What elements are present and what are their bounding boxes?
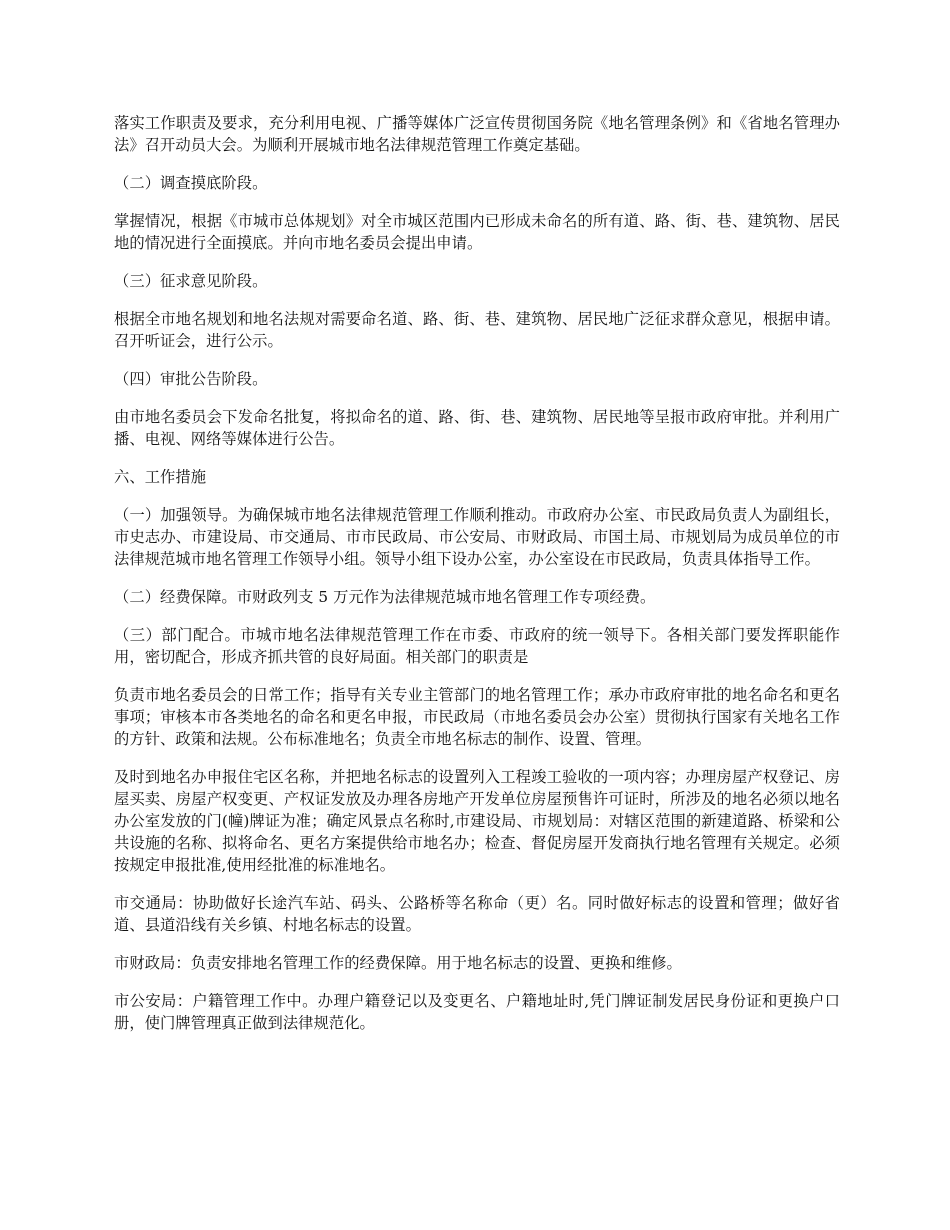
paragraph-civil-affairs-duties: 负责市地名委员会的日常工作；指导有关专业主管部门的地名管理工作；承办市政府审批的地名命名和更名事项；审核本市各类地名的命名和更名申报，市民政局（市地名委员会办公室）贯彻执行国家有关地名工作的方针、政策和法规。公布标准地名；负责全市地名标志的制作、设置、管理。 [114,686,840,748]
heading-work-measures: 六、工作措施 [114,468,207,486]
heading-survey-stage: （二）调查摸底阶段。 [114,174,268,192]
paragraph-funding: （二）经费保障。市财政列支 5 万元作为法律规范城市地名管理工作专项经费。 [114,588,656,606]
paragraph-leadership: （一）加强领导。为确保城市地名法律规范管理工作顺利推动。市政府办公室、市民政局负责人为副组长，市史志办、市建设局、市交通局、市市民政局、市公安局、市财政局、市国土局、市规划局为成员单位的市法律规范城市地名管理工作领导小组。领导小组下设办公室，办公室设在市民政局，负责具体指导工作。 [114,506,840,568]
paragraph-consultation: 根据全市地名规划和地名法规对需要命名道、路、街、巷、建筑物、居民地广泛征求群众意见，根据申请。召开听证会，进行公示。 [114,310,840,350]
document-page [114,112,840,1050]
heading-approval-stage: （四）审批公告阶段。 [114,370,268,388]
paragraph-survey: 掌握情况，根据《市城市总体规划》对全市城区范围内已形成未命名的所有道、路、街、巷、建筑物、居民地的情况进行全面摸底。并向市地名委员会提出申请。 [114,212,840,252]
paragraph-intro: 落实工作职责及要求，充分利用电视、广播等媒体广泛宣传贯彻国务院《地名管理条例》和《省地名管理办法》召开动员大会。为顺利开展城市地名法律规范管理工作奠定基础。 [114,114,840,154]
heading-consultation-stage: （三）征求意见阶段。 [114,272,268,290]
paragraph-construction-duties: 及时到地名办申报住宅区名称，并把地名标志的设置列入工程竣工验收的一项内容；办理房屋产权登记、房屋买卖、房屋产权变更、产权证发放及办理各房地产开发单位房屋预售许可证时，所涉及的地名必须以地名办公室发放的门(幢)牌证为准；确定风景点名称时,市建设局、市规划局：对辖区范围的新建道路、桥梁和公共设施的名称、拟将命名、更名方案提供给市地名办；检查、督促房屋开发商执行地名管理有关规定。必须按规定申报批准,使用经批准的标准地名。 [114,768,840,874]
paragraph-approval: 由市地名委员会下发命名批复，将拟命名的道、路、街、巷、建筑物、居民地等呈报市政府审批。并利用广播、电视、网络等媒体进行公告。 [114,408,840,448]
paragraph-finance-duties: 市财政局：负责安排地名管理工作的经费保障。用于地名标志的设置、更换和维修。 [114,954,682,972]
paragraph-transport-duties: 市交通局：协助做好长途汽车站、码头、公路桥等名称命（更）名。同时做好标志的设置和管理；做好省道、县道沿线有关乡镇、村地名标志的设置。 [114,894,840,934]
paragraph-police-duties: 市公安局：户籍管理工作中。办理户籍登记以及变更名、户籍地址时,凭门牌证制发居民身份证和更换户口册，使门牌管理真正做到法律规范化。 [114,992,840,1032]
paragraph-cooperation: （三）部门配合。市城市地名法律规范管理工作在市委、市政府的统一领导下。各相关部门要发挥职能作用，密切配合，形成齐抓共管的良好局面。相关部门的职责是 [114,626,840,666]
